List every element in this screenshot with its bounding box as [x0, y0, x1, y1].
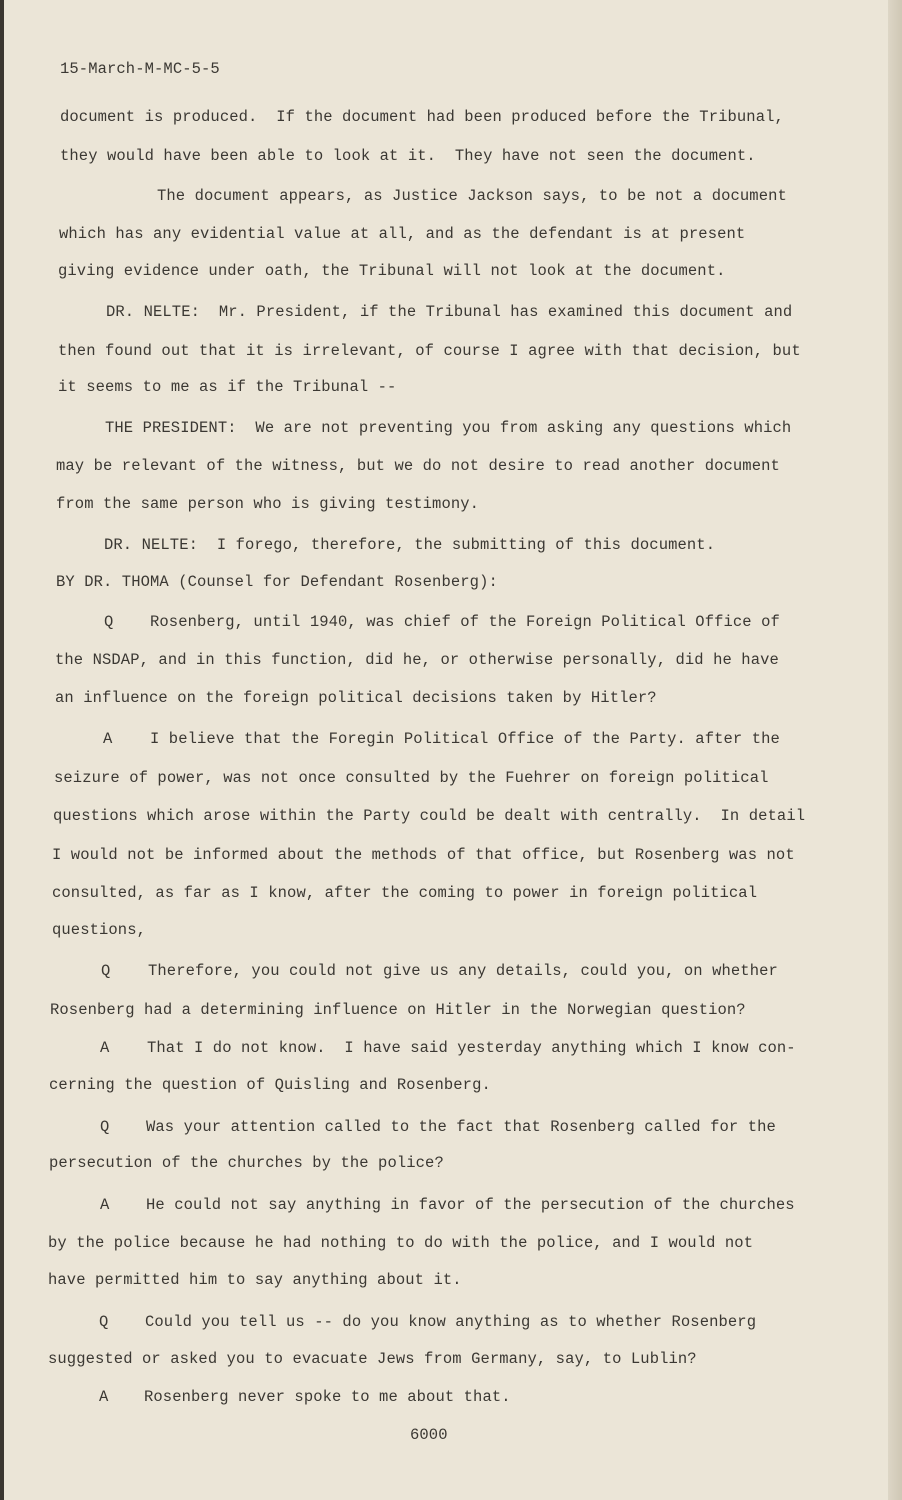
text-line: consulted, as far as I know, after the coming to power in foreign political: [52, 884, 758, 902]
text-line: Rosenberg never spoke to me about that.: [144, 1388, 511, 1406]
question-label: Q: [104, 613, 114, 631]
text-line: I would not be informed about the methods of that office, but Rosenberg was not: [52, 846, 795, 864]
question-label: Q: [100, 1118, 110, 1136]
answer-label: A: [100, 1039, 110, 1057]
page-header: 15-March-M-MC-5-5: [60, 60, 220, 78]
answer-label: A: [100, 1196, 110, 1214]
text-line: THE PRESIDENT: We are not preventing you from asking any questions which: [105, 419, 792, 437]
answer-label: A: [103, 730, 113, 748]
scan-edge-right: [888, 0, 902, 1500]
text-line: they would have been able to look at it. They have not seen the document.: [60, 147, 756, 165]
text-line: That I do not know. I have said yesterday anything which I know con-: [147, 1039, 796, 1057]
text-line: giving evidence under oath, the Tribunal will not look at the document.: [58, 262, 726, 280]
text-line: questions which arose within the Party could be dealt with centrally. In detail: [53, 807, 806, 825]
scan-edge-left: [0, 0, 4, 1500]
text-line: DR. NELTE: I forego, therefore, the submitting of this document.: [104, 536, 716, 554]
text-line: questions,: [52, 921, 147, 939]
text-line: persecution of the churches by the police?: [49, 1154, 444, 1172]
text-line: an influence on the foreign political decisions taken by Hitler?: [55, 689, 657, 707]
text-line: document is produced. If the document had been produced before the Tribunal,: [60, 108, 784, 126]
text-line: from the same person who is giving testimony.: [56, 495, 480, 513]
text-line: Was your attention called to the fact that Rosenberg called for the: [146, 1118, 776, 1136]
text-line: BY DR. THOMA (Counsel for Defendant Rosenberg):: [56, 573, 498, 591]
text-line: have permitted him to say anything about it.: [48, 1271, 462, 1289]
text-line: Rosenberg had a determining influence on Hitler in the Norwegian question?: [50, 1001, 746, 1019]
text-line: then found out that it is irrelevant, of course I agree with that decision, but: [58, 342, 801, 360]
text-line: Rosenberg, until 1940, was chief of the Foreign Political Office of: [150, 613, 780, 631]
text-line: suggested or asked you to evacuate Jews from Germany, say, to Lublin?: [48, 1350, 697, 1368]
text-line: Could you tell us -- do you know anything as to whether Rosenberg: [145, 1313, 757, 1331]
text-line: it seems to me as if the Tribunal --: [58, 378, 397, 396]
text-line: The document appears, as Justice Jackson says, to be not a document: [157, 187, 787, 205]
text-line: seizure of power, was not once consulted by the Fuehrer on foreign political: [54, 769, 769, 787]
text-line: I believe that the Foregin Political Office of the Party. after the: [150, 730, 780, 748]
question-label: Q: [101, 962, 111, 980]
page-number: 6000: [410, 1426, 448, 1444]
text-line: He could not say anything in favor of the persecution of the churches: [146, 1196, 795, 1214]
text-line: DR. NELTE: Mr. President, if the Tribunal has examined this document and: [106, 303, 793, 321]
question-label: Q: [99, 1313, 109, 1331]
text-line: which has any evidential value at all, and as the defendant is at present: [59, 225, 746, 243]
text-line: the NSDAP, and in this function, did he, or otherwise personally, did he have: [55, 651, 779, 669]
text-line: by the police because he had nothing to do with the police, and I would not: [48, 1234, 754, 1252]
text-line: may be relevant of the witness, but we do not desire to read another document: [56, 457, 780, 475]
text-line: Therefore, you could not give us any details, could you, on whether: [148, 962, 778, 980]
text-line: cerning the question of Quisling and Rosenberg.: [49, 1076, 491, 1094]
answer-label: A: [99, 1388, 109, 1406]
